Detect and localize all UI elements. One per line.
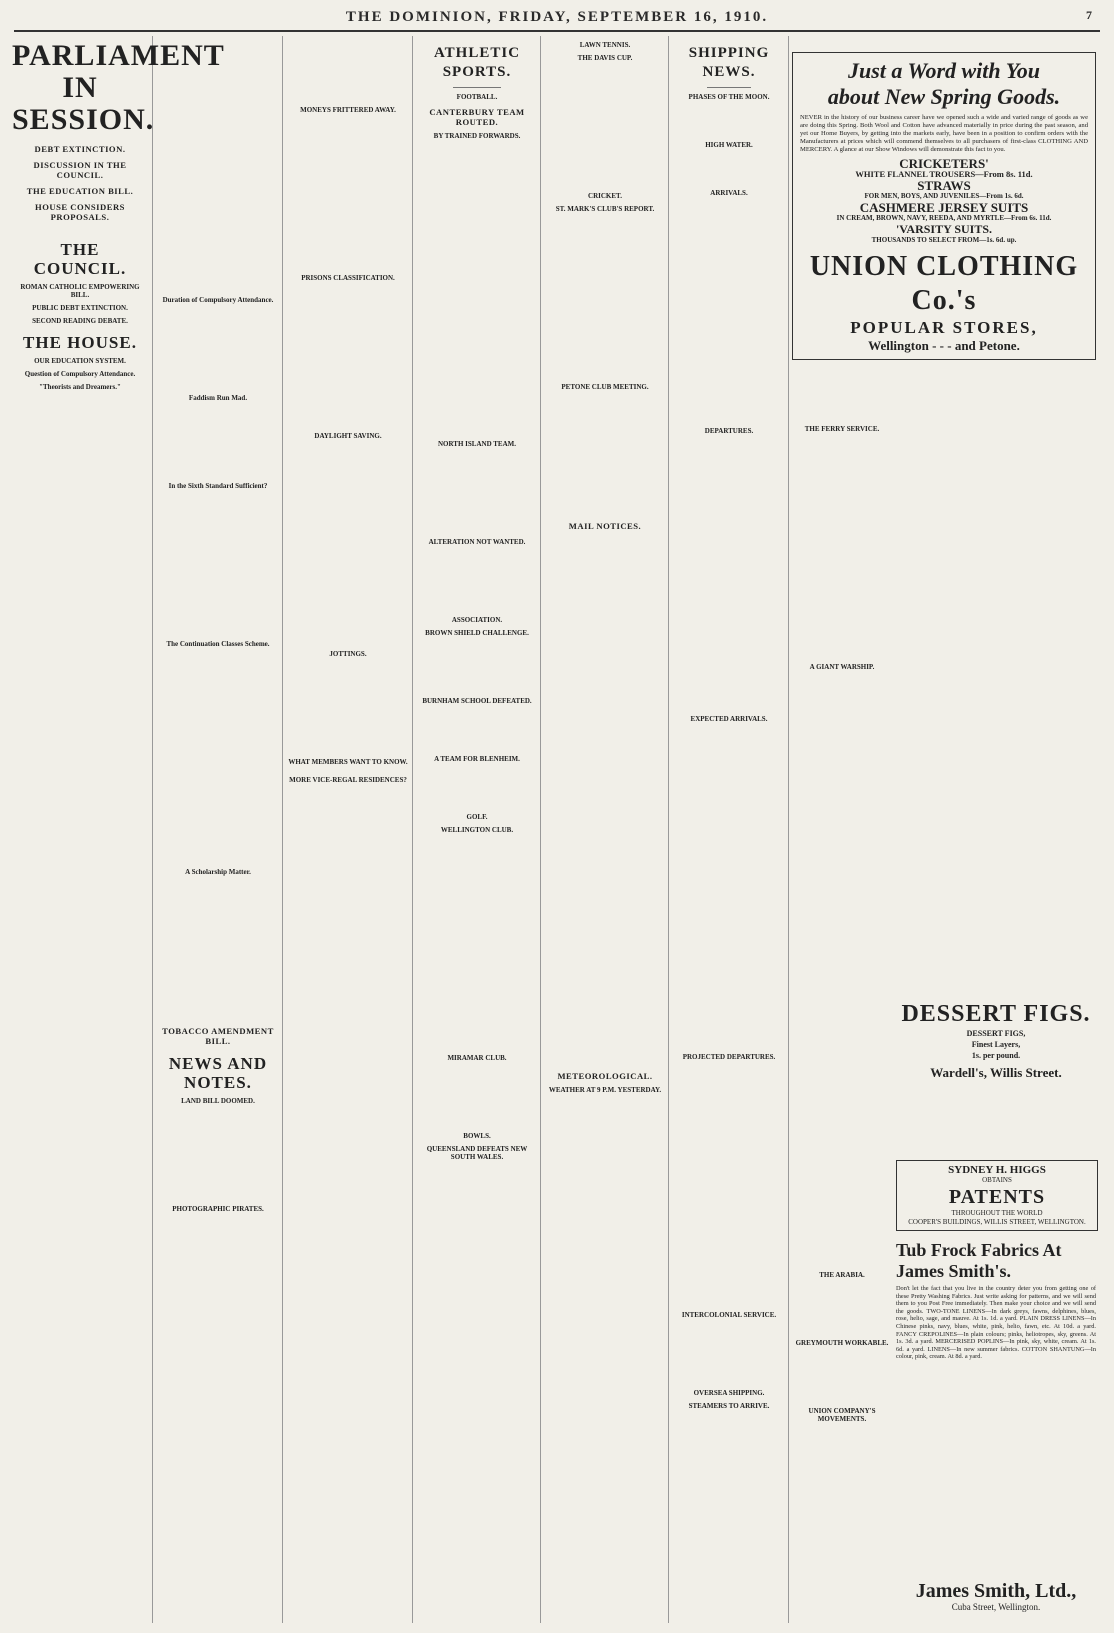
headline-shipping: SHIPPING NEWS.	[688, 45, 770, 80]
subhead-tobacco: TOBACCO AMENDMENT BILL.	[162, 1026, 274, 1046]
subhead-scholarship: A Scholarship Matter.	[185, 868, 251, 876]
subhead-football: FOOTBALL.	[456, 93, 498, 101]
subhead-oversea: OVERSEA SHIPPING.	[693, 1389, 765, 1397]
subhead-jottings: JOTTINGS.	[329, 650, 367, 658]
subhead-vice-regal: MORE VICE-REGAL RESIDENCES?	[289, 776, 407, 784]
column-shipping	[674, 36, 784, 1625]
ad-body: NEVER in the history of our business career have we opened such a wide and varied range of goods as we are doing this Spring. Both Wool and Cotton have advanced materially in price during the past season, and yet our Home Buyers, by getting into the markets early, have been in a position to confirm orders with the Manufacturers at prices which will commend themselves to all purchasers of first-class CLOTHING AND MERCERY. A glance at our Show Windows will demonstrate this fact to you.	[800, 114, 1088, 153]
subhead-davis-cup: THE DAVIS CUP.	[577, 54, 633, 62]
ad-cashmere-sub: IN CREAM, BROWN, NAVY, REEDA, AND MYRTLE—From 6s. 11d.	[836, 214, 1052, 222]
divider	[453, 87, 500, 88]
subhead-education-system: OUR EDUCATION SYSTEM.	[34, 357, 126, 366]
ad-thousands: THOUSANDS TO SELECT FROM—1s. 6d. up.	[871, 236, 1017, 244]
headline-parliament: PARLIAMENT IN SESSION.	[12, 39, 225, 136]
figs-price: 1s. per pound.	[971, 1051, 1021, 1060]
article-body	[12, 225, 148, 232]
ad-tub-frock	[896, 1240, 1096, 1361]
subhead-sixth-standard: In the Sixth Standard Sufficient?	[168, 482, 268, 490]
masthead	[14, 4, 1100, 32]
subhead-union-company: UNION COMPANY'S MOVEMENTS.	[808, 1407, 876, 1423]
subhead-greymouth: GREYMOUTH WORKABLE.	[795, 1339, 889, 1347]
subhead-steamers: STEAMERS TO ARRIVE.	[688, 1402, 770, 1410]
figs-line2: Finest Layers,	[971, 1040, 1021, 1049]
ad-flannel: WHITE FLANNEL TROUSERS—From 8s. 11d.	[855, 169, 1033, 179]
ad-dessert-figs	[896, 1000, 1096, 1081]
column-rule	[788, 36, 789, 1623]
ad-straws: STRAWS	[917, 178, 971, 193]
subhead-burnham: BURNHAM SCHOOL DEFEATED.	[422, 697, 532, 705]
column-news	[288, 36, 408, 1625]
subhead-continuation: The Continuation Classes Scheme.	[166, 640, 270, 648]
ad-union-clothing	[792, 52, 1096, 360]
column-sports	[418, 36, 536, 1625]
subhead-projected: PROJECTED DEPARTURES.	[682, 1053, 776, 1061]
column-rule	[412, 36, 413, 1623]
subhead-miramar: MIRAMAR CLUB.	[447, 1054, 507, 1062]
page-number: 7	[1086, 8, 1094, 22]
subhead-public-debt: PUBLIC DEBT EXTINCTION.	[32, 304, 128, 313]
patents-title: PATENTS	[948, 1186, 1046, 1208]
ad-brand: UNION CLOTHING Co.'s	[809, 251, 1079, 316]
ad-popular: POPULAR STORES,	[850, 318, 1038, 337]
subhead-canterbury: CANTERBURY TEAM ROUTED.	[429, 107, 525, 127]
subhead-house-considers: HOUSE CONSIDERS PROPOSALS.	[35, 202, 125, 222]
subhead-warship: A GIANT WARSHIP.	[809, 663, 875, 671]
subhead-photographic: PHOTOGRAPHIC PIRATES.	[172, 1205, 264, 1213]
smith-name: James Smith, Ltd.,	[915, 1580, 1077, 1602]
subhead-brown-shield: BROWN SHIELD CHALLENGE.	[425, 629, 529, 637]
column-rule	[152, 36, 153, 1623]
subhead-high-water: HIGH WATER.	[705, 141, 753, 149]
subhead-faddism: Faddism Run Mad.	[188, 394, 248, 402]
subhead-ferry: THE FERRY SERVICE.	[804, 425, 880, 433]
divider	[707, 87, 751, 88]
section-council: THE COUNCIL.	[33, 240, 127, 279]
subhead-north-island: NORTH ISLAND TEAM.	[438, 440, 516, 448]
figs-firm: Wardell's, Willis Street.	[930, 1065, 1062, 1080]
patents-world: THROUGHOUT THE WORLD	[951, 1209, 1043, 1217]
subhead-moneys: MONEYS FRITTERED AWAY.	[300, 106, 396, 114]
subhead-forwards: BY TRAINED FORWARDS.	[433, 132, 521, 140]
subhead-education-bill: THE EDUCATION BILL.	[26, 186, 134, 196]
subhead-petone: PETONE CLUB MEETING.	[561, 383, 649, 391]
column-ferry	[794, 420, 890, 1625]
section-house: THE HOUSE.	[23, 333, 137, 353]
subhead-theorists: "Theorists and Dreamers."	[39, 383, 121, 392]
subhead-land-bill: LAND BILL DOOMED.	[181, 1097, 255, 1105]
ad-james-smith	[896, 1580, 1096, 1612]
subhead-roman-catholic: ROMAN CATHOLIC EMPOWERING BILL.	[20, 283, 140, 300]
patents-name: SYDNEY H. HIGGS	[948, 1164, 1046, 1176]
subhead-arrivals: ARRIVALS.	[710, 189, 748, 197]
subhead-expected: EXPECTED ARRIVALS.	[690, 715, 768, 723]
subhead-moon: PHASES OF THE MOON.	[688, 93, 770, 101]
subhead-discussion: DISCUSSION IN THE COUNCIL.	[33, 160, 127, 180]
subhead-lawn-tennis: LAWN TENNIS.	[579, 41, 631, 49]
subhead-duration: Duration of Compulsory Attendance.	[162, 296, 274, 304]
tub-body: Don't let the fact that you live in the country deter you from getting one of these Pretty Washing Fabrics. Just write asking for patterns, and we will send them to you Post Free immediately. Then make your choice and we will send the goods. TWO-TONE LINENS—In dark greys, fawns, delphines, blues, rose, helio, sage, and mauve. At 1s. 1d. a yard. PLAIN DRESS LINENS—In Chinese pinks, navy, blues, white, pink, helio, fawn, etc. At 10d. a yard. FANCY CREPOLINES—In plain colours; pinks, heliotropes, sky, greens. At 1s. 3d. a yard. MERCERISED POPLINS—In pink, sky, white, cream. At 1s. 6d. a yard. LINENS—In new summer fabrics. COTTON SHANTUNG—In colour, pink, cream. At 8d. a yard.	[896, 1285, 1096, 1361]
subhead-debt-extinction: DEBT EXTINCTION.	[34, 144, 126, 154]
subhead-golf: GOLF.	[466, 813, 488, 821]
ad-locations: Wellington - - - and Petone.	[868, 338, 1020, 353]
subhead-association: ASSOCIATION.	[451, 616, 503, 624]
subhead-blenheim: A TEAM FOR BLENHEIM.	[434, 755, 520, 763]
ad-cricketers: CRICKETERS'	[899, 156, 989, 171]
subhead-meteorological: METEOROLOGICAL.	[557, 1071, 653, 1081]
patents-obtains: OBTAINS	[982, 1176, 1012, 1184]
ad-heading-1: Just a Word with You	[848, 58, 1040, 83]
headline-athletic: ATHLETIC SPORTS.	[433, 45, 521, 80]
subhead-departures: DEPARTURES.	[704, 427, 754, 435]
figs-title: DESSERT FIGS.	[901, 1001, 1091, 1027]
ad-cashmere: CASHMERE JERSEY SUITS	[859, 200, 1029, 215]
ad-heading-2: about New Spring Goods.	[827, 84, 1061, 109]
column-education	[158, 36, 278, 1625]
column-rule	[282, 36, 283, 1623]
subhead-queensland: QUEENSLAND DEFEATS NEW SOUTH WALES.	[426, 1145, 528, 1161]
subhead-bowls: BOWLS.	[463, 1132, 491, 1140]
column-rule	[540, 36, 541, 1623]
subhead-st-marks: ST. MARK'S CLUB'S REPORT.	[555, 205, 655, 213]
tub-title: Tub Frock Fabrics At James Smith's.	[896, 1240, 1062, 1281]
subhead-daylight: DAYLIGHT SAVING.	[314, 432, 382, 440]
smith-address: Cuba Street, Wellington.	[951, 1602, 1041, 1612]
masthead-title: THE DOMINION, FRIDAY, SEPTEMBER 16, 1910.	[345, 8, 769, 25]
column-rule	[668, 36, 669, 1623]
figs-line1: DESSERT FIGS,	[966, 1029, 1026, 1038]
patents-address: COOPER'S BUILDINGS, WILLIS STREET, WELLINGTON.	[908, 1218, 1086, 1226]
column-tennis-cricket	[546, 36, 664, 1625]
subhead-mail-notices: MAIL NOTICES.	[568, 521, 642, 531]
subhead-arabia: THE ARABIA.	[819, 1271, 865, 1279]
section-news-notes: NEWS AND NOTES.	[168, 1054, 268, 1092]
subhead-members: WHAT MEMBERS WANT TO KNOW.	[288, 758, 408, 766]
subhead-second-reading: SECOND READING DEBATE.	[32, 317, 128, 326]
subhead-prisons: PRISONS CLASSIFICATION.	[301, 274, 395, 282]
subhead-compulsory: Question of Compulsory Attendance.	[24, 370, 136, 379]
subhead-alteration: ALTERATION NOT WANTED.	[428, 538, 526, 546]
subhead-cricket: CRICKET.	[588, 192, 622, 200]
subhead-weather: WEATHER AT 9 P.M. YESTERDAY.	[548, 1086, 662, 1094]
subhead-wellington-club: WELLINGTON CLUB.	[440, 826, 514, 834]
ad-straws-sub: FOR MEN, BOYS, AND JUVENILES—From 1s. 6d.	[864, 192, 1024, 200]
ad-patents	[896, 1160, 1098, 1231]
subhead-intercolonial: INTERCOLONIAL SERVICE.	[681, 1311, 777, 1319]
ad-varsity: 'VARSITY SUITS.	[895, 222, 993, 236]
